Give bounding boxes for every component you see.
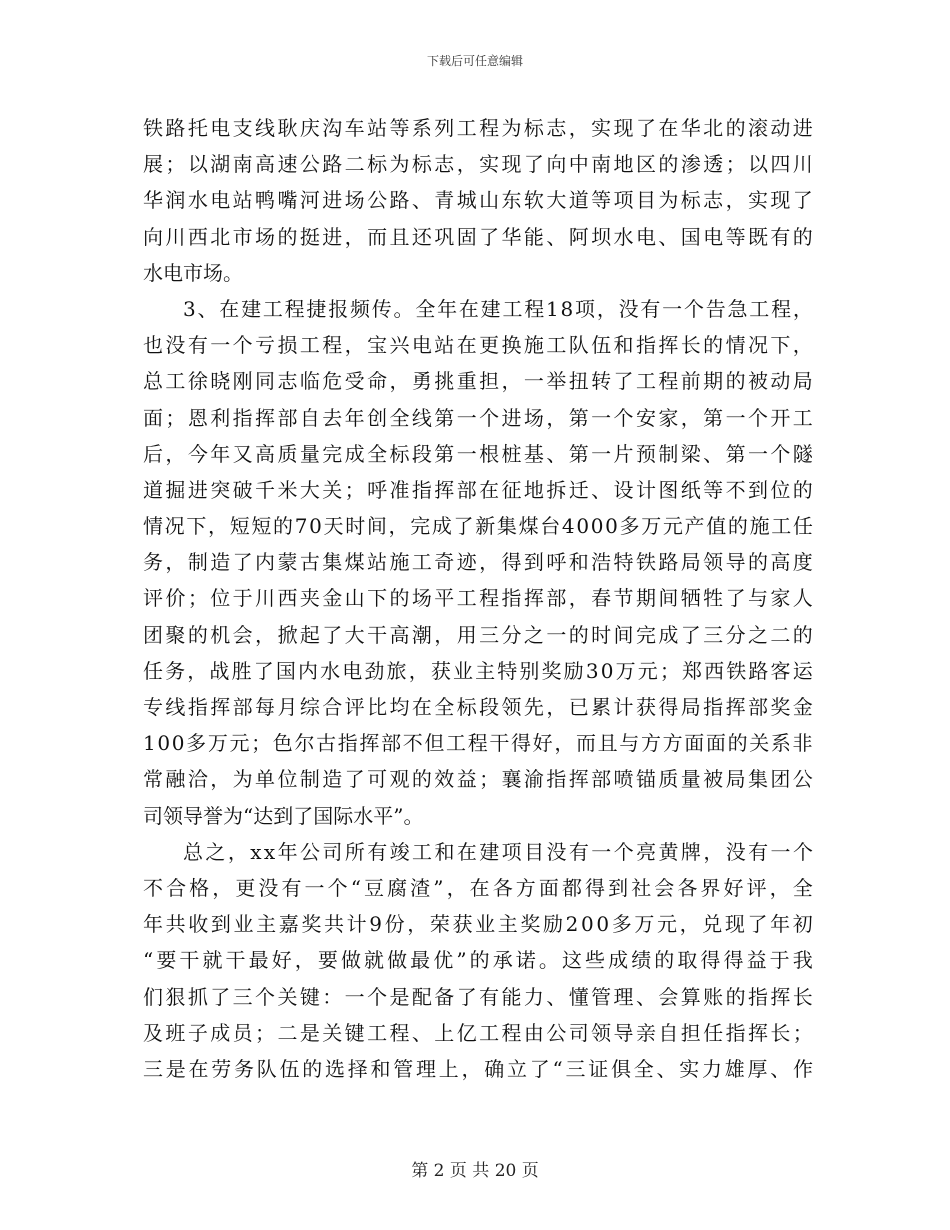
- text-line: “ 要 干 就 干 最 好 ， 要 做 就 做 最 优 ” 的 承 诺 。 这 些 成 绩 的 取 得 得 益 于 我: [143, 948, 813, 973]
- text-line: 团 聚 的 机 会 ， 掀 起 了 大 干 高 潮 ， 用 三 分 之 一 的 时 间 完 成 了 三 分 之 二 的: [143, 622, 813, 647]
- text-line: 道 掘 进 突 破 千 米 大 关 ； 呼 准 指 挥 部 在 征 地 拆 迁 、 设 计 图 纸 等 不 到 位 的: [143, 477, 813, 502]
- text-line: 铁 路 托 电 支 线 耿 庆 沟 车 站 等 系 列 工 程 为 标 志 ， 实 现 了 在 华 北 的 滚 动 进: [143, 116, 813, 140]
- text-line: 不 合 格 ， 更 没 有 一 个 “ 豆 腐 渣 ” ， 在 各 方 面 都 得 到 社 会 各 界 好 评 ， 全: [143, 875, 813, 900]
- text-line: 司领导誉为“达到了国际水平”。: [143, 803, 424, 828]
- page-header: 下载后可任意编辑: [426, 54, 523, 68]
- text-line: 3 、 在 建 工 程 捷 报 频 传 。 全 年 在 建 工 程 1 8 项 ， 没 有 一 个 告 急 工 程 ，: [183, 296, 813, 321]
- text-line: 情 况 下 ， 短 短 的 7 0 天 时 间 ， 完 成 了 新 集 煤 台 4 0 0 0 多 万 元 产 值 的 施 工 任: [143, 514, 813, 539]
- text-line: 三 是 在 劳 务 队 伍 的 选 择 和 管 理 上 ， 确 立 了 “ 三 证 俱 全 、 实 力 雄 厚 、 作: [143, 1056, 813, 1081]
- text-line: 务 ， 制 造 了 内 蒙 古 集 煤 站 施 工 奇 迹 ， 得 到 呼 和 浩 特 铁 路 局 领 导 的 高 度: [143, 550, 813, 575]
- text-line: 及 班 子 成 员 ； 二 是 关 键 工 程 、 上 亿 工 程 由 公 司 领 导 亲 自 担 任 指 挥 长 ；: [143, 1020, 813, 1045]
- text-line: 总 工 徐 晓 刚 同 志 临 危 受 命 ， 勇 挑 重 担 ， 一 举 扭 转 了 工 程 前 期 的 被 动 局: [143, 369, 813, 394]
- text-line: 专 线 指 挥 部 每 月 综 合 评 比 均 在 全 标 段 领 先 ， 已 累 计 获 得 局 指 挥 部 奖 金: [143, 695, 813, 719]
- text-line: 向 川 西 北 市 场 的 挺 进 ， 而 且 还 巩 固 了 华 能 、 阿 坝 水 电 、 国 电 等 既 有 的: [143, 224, 813, 249]
- text-line: 任 务 ， 战 胜 了 国 内 水 电 劲 旅 ， 获 业 主 特 别 奖 励 3 0 万 元 ； 郑 西 铁 路 客 运: [143, 658, 813, 683]
- text-line: 年 共 收 到 业 主 嘉 奖 共 计 9 份 ， 荣 获 业 主 奖 励 2 0 0 多 万 元 ， 兑 现 了 年 初: [143, 912, 813, 937]
- page-footer: 第 2 页 共 20 页: [411, 1161, 539, 1181]
- text-line: 后 ， 今 年 又 高 质 量 完 成 全 标 段 第 一 根 桩 基 、 第 一 片 预 制 梁 、 第 一 个 隧: [143, 441, 813, 466]
- text-line: 面 ； 恩 利 指 挥 部 自 去 年 创 全 线 第 一 个 进 场 ， 第 一 个 安 家 ， 第 一 个 开 工: [143, 405, 813, 430]
- text-line: 们 狠 抓 了 三 个 关 键 ： 一 个 是 配 备 了 有 能 力 、 懂 管 理 、 会 算 账 的 指 挥 长: [143, 984, 813, 1009]
- text-line: 展 ； 以 湖 南 高 速 公 路 二 标 为 标 志 ， 实 现 了 向 中 南 地 区 的 渗 透 ； 以 四 川: [143, 152, 813, 177]
- document-body: [143, 110, 813, 1087]
- text-line: 1 0 0 多 万 元 ； 色 尔 古 指 挥 部 不 但 工 程 干 得 好 ， 而 且 与 方 方 面 面 的 关 系 非: [143, 731, 813, 756]
- text-line: 也 没 有 一 个 亏 损 工 程 ， 宝 兴 电 站 在 更 换 施 工 队 伍 和 指 挥 长 的 情 况 下 ，: [143, 333, 813, 358]
- text-line: 常 融 洽 ， 为 单 位 制 造 了 可 观 的 效 益 ； 襄 渝 指 挥 部 喷 锚 质 量 被 局 集 团 公: [143, 767, 813, 792]
- text-line: 评 价 ； 位 于 川 西 夹 金 山 下 的 场 平 工 程 指 挥 部 ， 春 节 期 间 牺 牲 了 与 家 人: [143, 586, 813, 611]
- text-line: 总 之 ， x x 年 公 司 所 有 竣 工 和 在 建 项 目 没 有 一 个 亮 黄 牌 ， 没 有 一 个: [183, 839, 813, 864]
- text-line: 华 润 水 电 站 鸭 嘴 河 进 场 公 路 、 青 城 山 东 软 大 道 等 项 目 为 标 志 ， 实 现 了: [143, 188, 813, 213]
- text-line: 水电市场。: [143, 260, 243, 285]
